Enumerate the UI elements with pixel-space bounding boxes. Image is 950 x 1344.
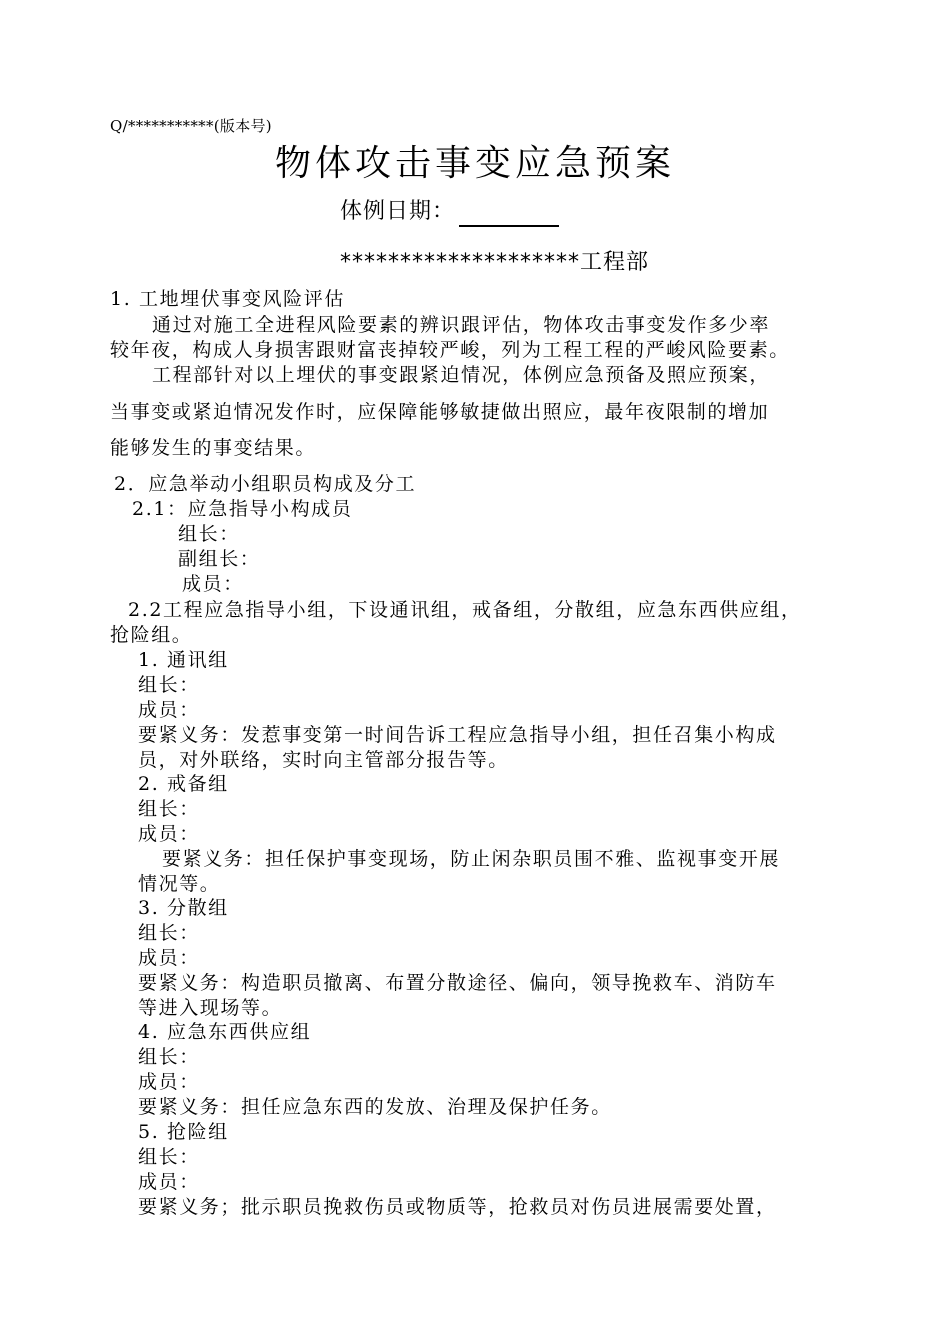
duty-line: 要紧义务：担任应急东西的发放、治理及保护任务。 <box>138 1096 612 1118</box>
date-line <box>340 197 559 227</box>
field-label: 成员： <box>138 1071 200 1093</box>
date-label: 体例日期： <box>340 199 456 224</box>
doc-title: 物体攻击事变应急预案 <box>274 143 675 184</box>
section-heading: 1. 工地埋伏事变风险评估 <box>110 288 345 310</box>
duty-line: 要紧义务；批示职员挽救伤员或物质等，抢救员对伤员进展需要处置， <box>138 1196 777 1218</box>
field-label: 成员： <box>138 947 200 969</box>
paragraph-line: 能够发生的事变结果。 <box>110 437 317 459</box>
field-label: 组长： <box>138 1146 200 1168</box>
duty-line: 要紧义务：担任保护事变现场，防止闲杂职员围不雅、监视事变开展 <box>162 848 781 870</box>
paragraph-line: 抢险组。 <box>110 624 193 646</box>
group-heading: 3. 分散组 <box>138 897 229 919</box>
subsection-heading: 2.1：应急指导小构成员 <box>132 498 353 520</box>
duty-line: 等进入现场等。 <box>138 997 283 1019</box>
paragraph-line: 当事变或紧迫情况发作时，应保障能够敏捷做出照应，最年夜限制的增加 <box>110 401 770 423</box>
section-heading: 2．应急举动小组职员构成及分工 <box>114 473 417 495</box>
field-label: 成员： <box>138 699 200 721</box>
field-label: 成员： <box>182 573 244 595</box>
date-blank <box>459 203 559 227</box>
duty-line: 要紧义务：构造职员撤离、布置分散途径、偏向，领导挽救车、消防车 <box>138 972 777 994</box>
field-label: 组长： <box>178 523 240 545</box>
field-label: 成员： <box>138 823 200 845</box>
field-label: 副组长： <box>178 548 261 570</box>
duty-line: 员，对外联络，实时向主管部分报告等。 <box>138 749 509 771</box>
group-heading: 1. 通讯组 <box>138 649 229 671</box>
group-heading: 4. 应急东西供应组 <box>138 1021 312 1043</box>
department: ********************工程部 <box>340 250 650 275</box>
field-label: 组长： <box>138 922 200 944</box>
field-label: 组长： <box>138 1046 200 1068</box>
paragraph-line: 较年夜，构成人身损害跟财富丧掉较严峻，列为工程工程的严峻风险要素。 <box>110 339 790 361</box>
field-label: 成员： <box>138 1171 200 1193</box>
group-heading: 5. 抢险组 <box>138 1121 229 1143</box>
duty-line: 要紧义务：发惹事变第一时间告诉工程应急指导小组，担任召集小构成 <box>138 724 777 746</box>
paragraph-line: 2.2工程应急指导小组，下设通讯组，戒备组，分散组，应急东西供应组， <box>128 599 802 621</box>
doc-code: Q/***********(版本号) <box>110 117 272 135</box>
paragraph-line: 工程部针对以上埋伏的事变跟紧迫情况，体例应急预备及照应预案， <box>152 364 771 386</box>
paragraph-line: 通过对施工全进程风险要素的辨识跟评估，物体攻击事变发作多少率 <box>152 314 771 336</box>
group-heading: 2. 戒备组 <box>138 773 229 795</box>
duty-line: 情况等。 <box>138 873 221 895</box>
field-label: 组长： <box>138 798 200 820</box>
field-label: 组长： <box>138 674 200 696</box>
